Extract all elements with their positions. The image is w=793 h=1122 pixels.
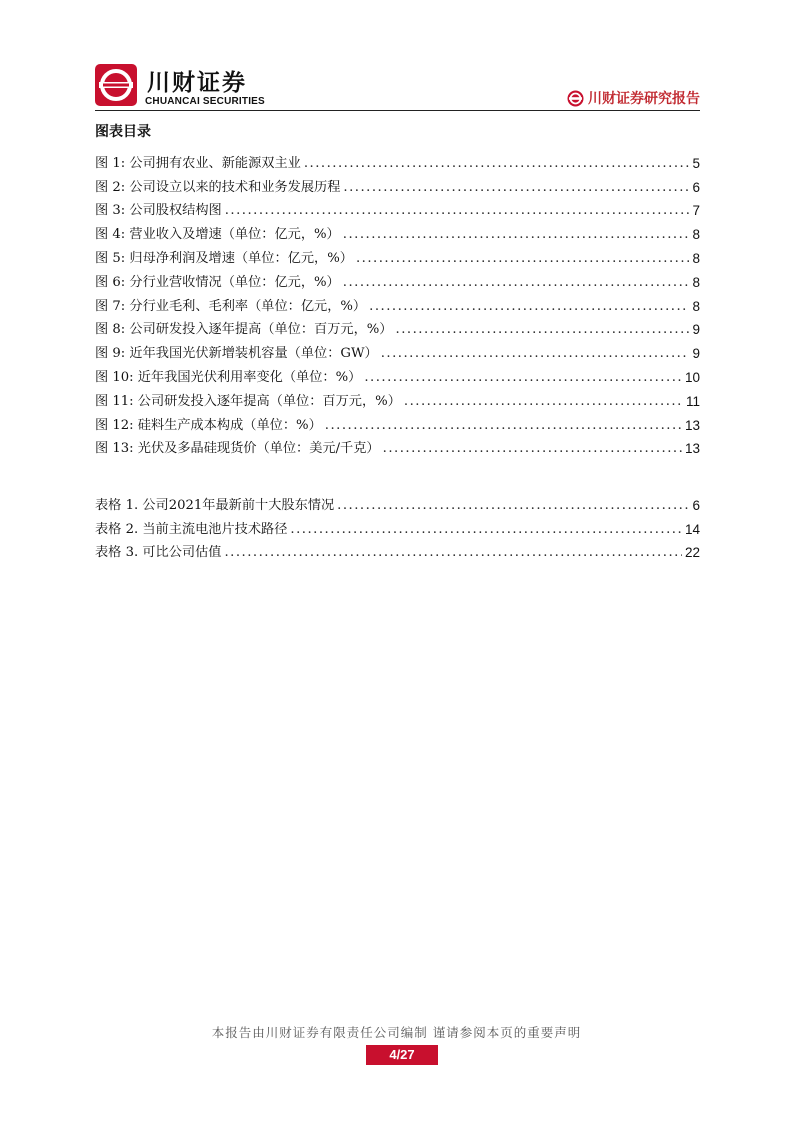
- entry-page: 6: [692, 179, 700, 195]
- toc-entry-table-2[interactable]: [95, 514, 700, 538]
- entry-label: 图 8: 公司研发投入逐年提高（单位：百万元，%）: [95, 322, 393, 338]
- entry-label: 图 6: 分行业营收情况（单位：亿元，%）: [95, 274, 340, 290]
- entry-label: 图 5: 归母净利润及增速（单位：亿元，%）: [95, 250, 353, 266]
- toc-entry-figure-3[interactable]: [95, 196, 700, 220]
- toc-entry-figure-12[interactable]: [95, 410, 700, 434]
- entry-label: 图 11: 公司研发投入逐年提高（单位：百万元，%）: [95, 393, 401, 409]
- entry-page: 8: [692, 250, 700, 266]
- report-title-group: [567, 88, 700, 108]
- entry-page: 6: [692, 497, 700, 513]
- dot-leader: [290, 522, 682, 538]
- entry-label: 图 7: 分行业毛利、毛利率（单位：亿元，%）: [95, 298, 367, 314]
- toc-entry-figure-9[interactable]: [95, 338, 700, 362]
- dot-leader: [325, 418, 682, 434]
- entry-page: 8: [692, 227, 700, 243]
- dot-leader: [383, 441, 682, 457]
- entry-page: 13: [684, 441, 700, 457]
- chuancai-small-logo-icon: [567, 90, 584, 107]
- dot-leader: [343, 275, 690, 291]
- entry-label: 表格 1. 公司2021年最新前十大股东情况: [95, 497, 335, 513]
- header-divider: [95, 110, 700, 111]
- entry-page: 9: [692, 322, 700, 338]
- entry-label: 图 4: 营业收入及增速（单位：亿元，%）: [95, 227, 340, 243]
- logo-english-name: CHUANCAI SECURITIES: [145, 96, 265, 107]
- entry-label: 图 9: 近年我国光伏新增装机容量（单位：GW）: [95, 346, 378, 362]
- entry-page: 8: [692, 274, 700, 290]
- entry-page: 5: [692, 155, 700, 171]
- toc-entry-figure-4[interactable]: [95, 219, 700, 243]
- toc-heading: 图表目录: [95, 124, 151, 140]
- dot-leader: [343, 227, 690, 243]
- page-number-badge: 4/27: [366, 1045, 438, 1065]
- entry-page: 14: [684, 521, 700, 537]
- toc-entry-figure-10[interactable]: [95, 362, 700, 386]
- dot-leader: [224, 545, 682, 561]
- dot-leader: [343, 180, 689, 196]
- entry-page: 22: [684, 545, 700, 561]
- entry-page: 10: [684, 369, 700, 385]
- toc-entry-table-3[interactable]: [95, 538, 700, 562]
- entry-label: 图 1: 公司拥有农业、新能源双主业: [95, 155, 301, 171]
- entry-label: 表格 2. 当前主流电池片技术路径: [95, 521, 288, 537]
- dot-leader: [225, 203, 690, 219]
- entry-label: 图 2: 公司设立以来的技术和业务发展历程: [95, 179, 341, 195]
- dot-leader: [381, 346, 690, 362]
- entry-page: 8: [692, 298, 700, 314]
- chuancai-logo-icon: [95, 64, 137, 106]
- footer-disclaimer: 本报告由川财证券有限责任公司编制 谨请参阅本页的重要声明: [211, 1025, 582, 1040]
- toc-entry-figure-5[interactable]: [95, 243, 700, 267]
- dot-leader: [337, 498, 689, 514]
- entry-page: 13: [684, 417, 700, 433]
- toc-entry-figure-1[interactable]: [95, 148, 700, 172]
- toc-entry-figure-2[interactable]: [95, 172, 700, 196]
- toc-entry-figure-8[interactable]: [95, 315, 700, 339]
- dot-leader: [304, 156, 690, 172]
- report-title: 川财证券研究报告: [588, 91, 700, 107]
- page-header: [95, 60, 700, 110]
- entry-label: 图 12: 硅料生产成本构成（单位：%）: [95, 417, 322, 433]
- entry-page: 11: [685, 393, 700, 409]
- entry-label: 图 13: 光伏及多晶硅现货价（单位：美元/千克）: [95, 441, 380, 457]
- entry-page: 7: [692, 203, 700, 219]
- entry-label: 表格 3. 可比公司估值: [95, 545, 222, 561]
- entry-label: 图 10: 近年我国光伏利用率变化（单位：%）: [95, 369, 362, 385]
- entry-page: 9: [692, 346, 700, 362]
- dot-leader: [364, 370, 682, 386]
- entry-label: 图 3: 公司股权结构图: [95, 203, 222, 219]
- logo-chinese-name: 川财证券: [147, 70, 247, 96]
- dot-leader: [356, 251, 690, 267]
- dot-leader: [396, 322, 690, 338]
- dot-leader: [404, 394, 683, 410]
- toc-entry-figure-6[interactable]: [95, 267, 700, 291]
- toc-entry-figure-7[interactable]: [95, 291, 700, 315]
- toc-entry-table-1[interactable]: [95, 490, 700, 514]
- toc-entry-figure-11[interactable]: [95, 386, 700, 410]
- figure-list: [95, 148, 700, 457]
- table-list: [95, 490, 700, 561]
- dot-leader: [369, 299, 689, 315]
- toc-entry-figure-13[interactable]: [95, 434, 700, 458]
